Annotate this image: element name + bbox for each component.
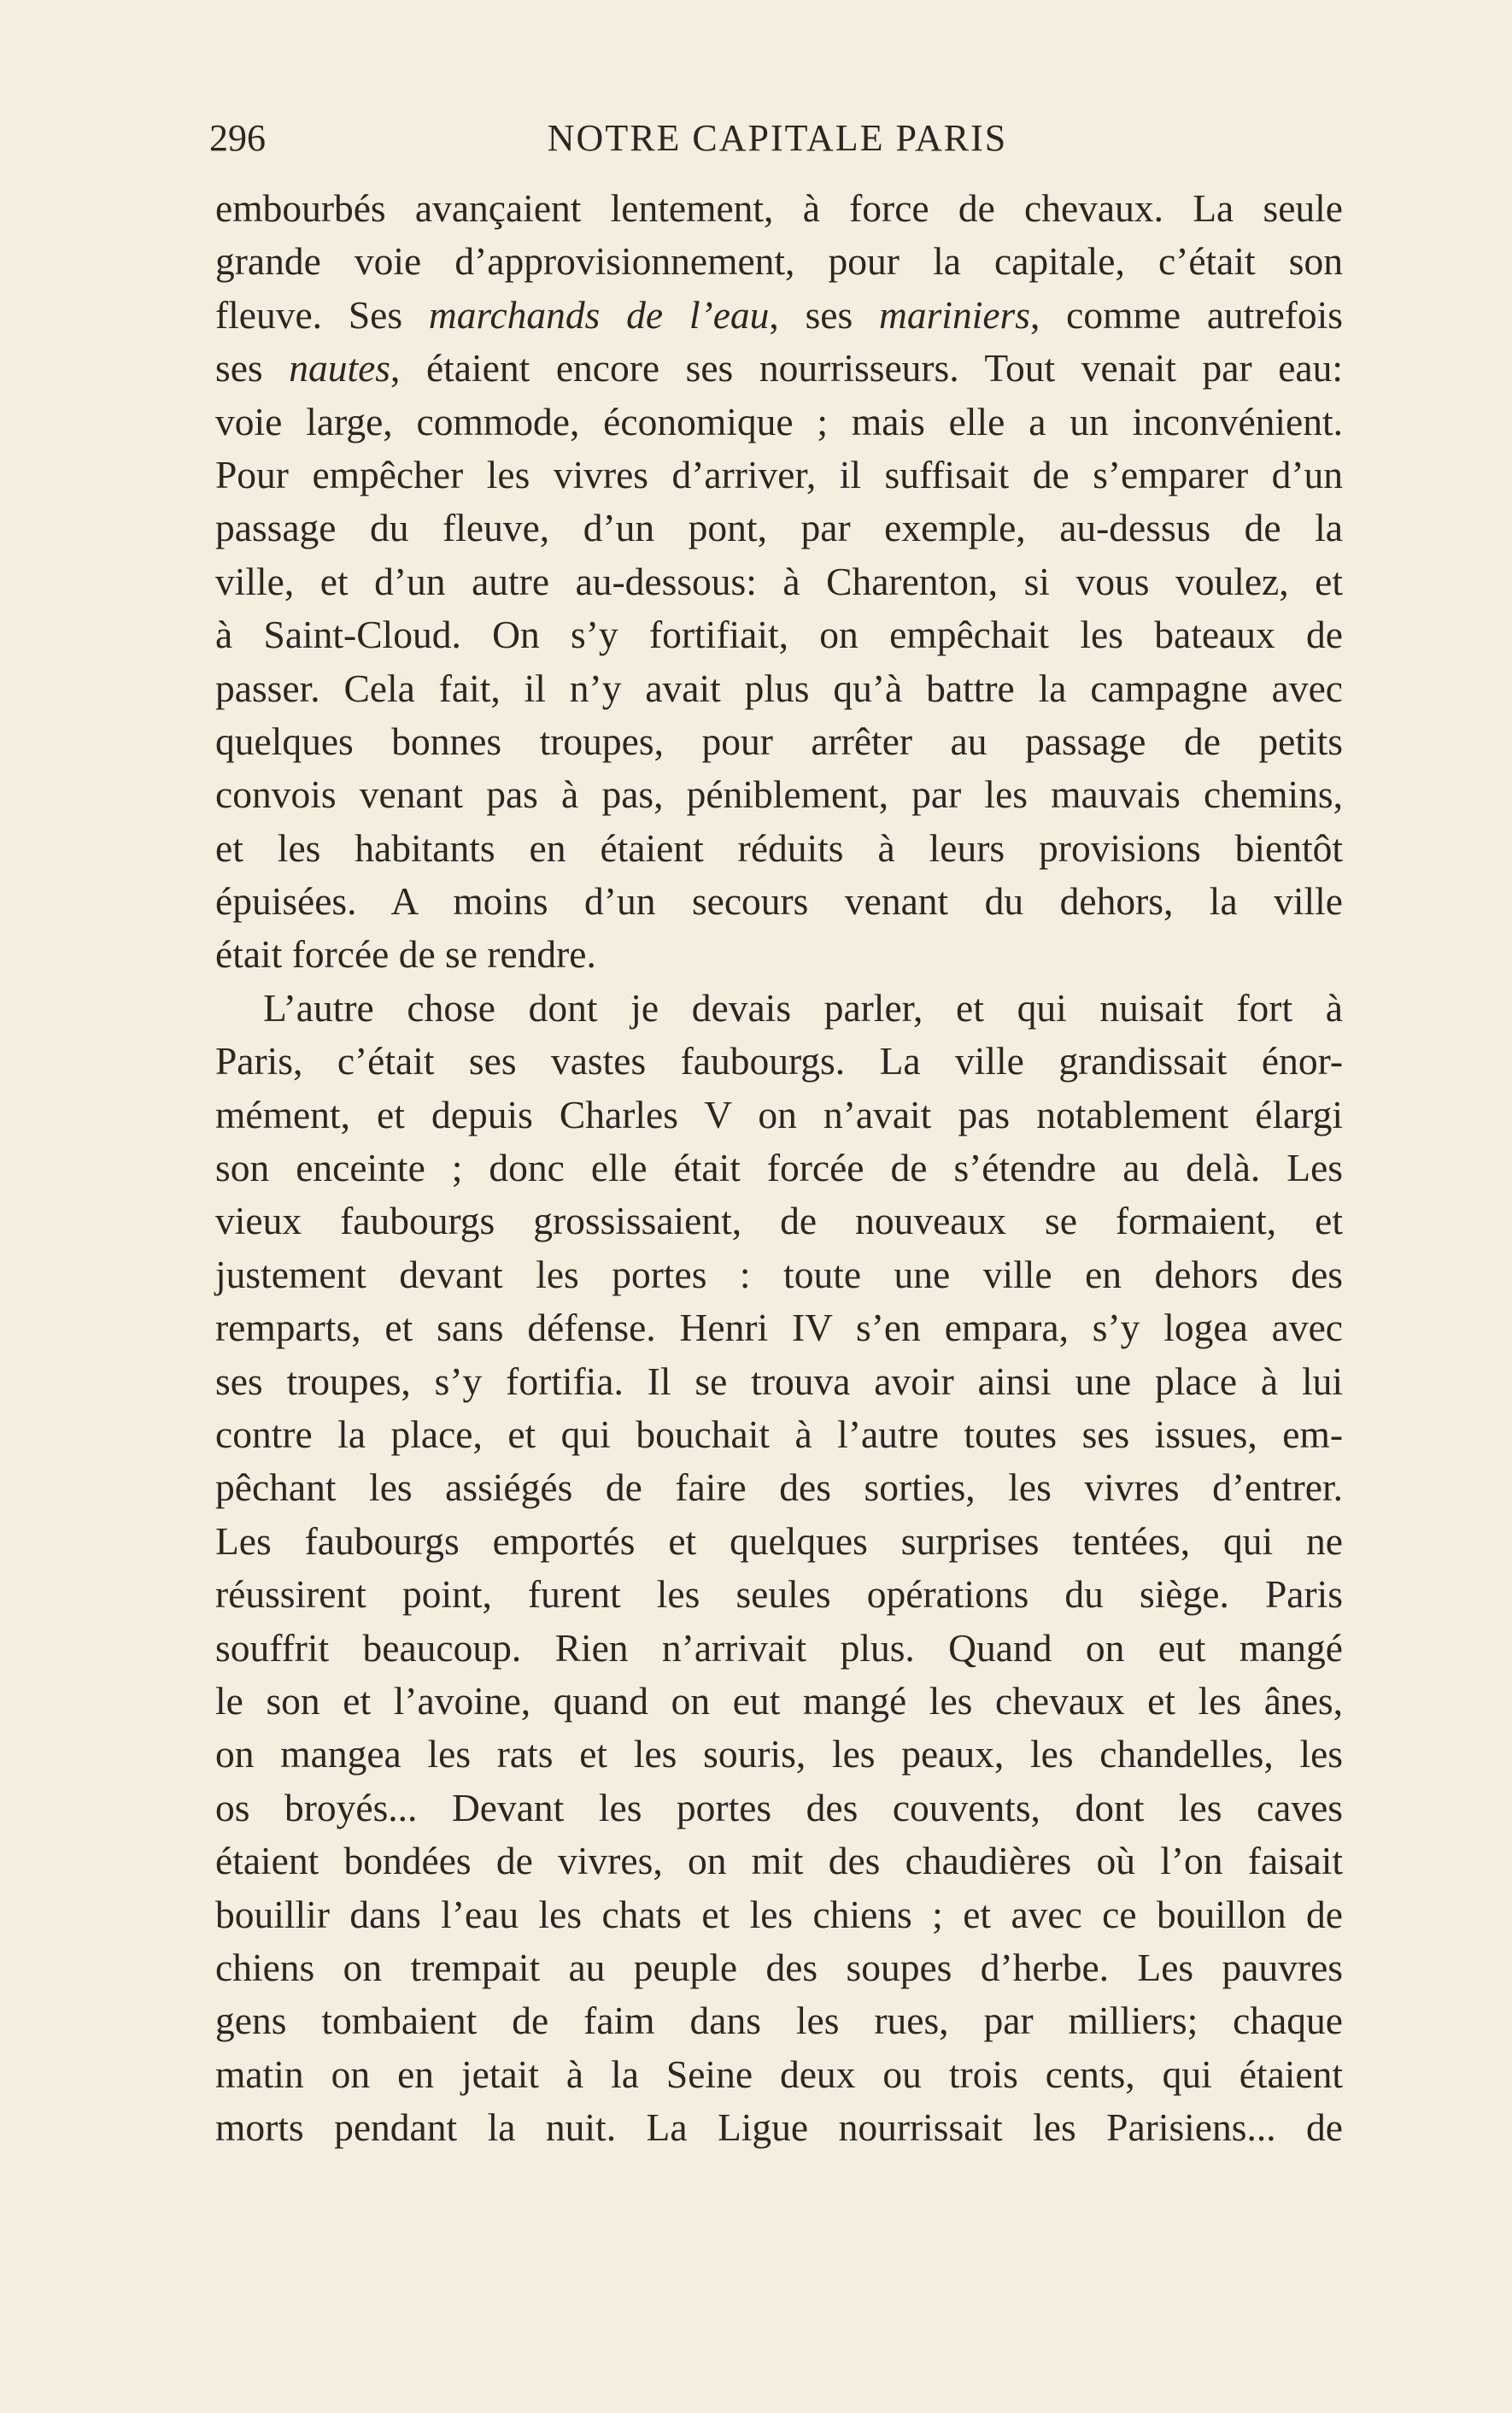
text-line: réussirent point, furent les seules opérations du siège. Paris [215,1572,1343,1617]
text-line: mément, et depuis Charles V on n’avait pas notablement élargi [215,1092,1343,1136]
text-line: Paris, c’était ses vastes faubourgs. La ville grandissait énor- [215,1039,1343,1083]
italic-phrase: nautes [289,346,390,390]
text-line: ses troupes, s’y fortifia. Il se trouva avoir ainsi une place à lui [215,1359,1343,1403]
running-title: NOTRE CAPITALE PARIS [547,117,1008,159]
text-line: morts pendant la nuit. La Ligue nourrissait les Parisiens... de [215,2105,1343,2150]
text-line: épuisées. A moins d’un secours venant du dehors, la ville [215,879,1343,924]
text-line: étaient bondées de vivres, on mit des chaudières où l’on faisait [215,1839,1343,1883]
italic-phrase: mariniers [878,292,1030,337]
text-line: passer. Cela fait, il n’y avait plus qu’à battre la campagne avec [215,666,1343,710]
text-line: fleuve. Ses marchands de l’eau, ses mariniers, comme autrefois [215,292,1344,337]
text-line: Pour empêcher les vivres d’arriver, il suffisait de s’emparer d’un [215,452,1343,496]
body-text [215,182,1343,2154]
page-number: 296 [209,117,266,159]
text-line: on mangea les rats et les souris, les peaux, les chandelles, les [215,1732,1343,1776]
italic-phrase: marchands de l’eau [428,292,770,337]
text-line: et les habitants en étaient réduits à leurs provisions bientôt [215,825,1343,870]
text-line: voie large, commode, économique ; mais elle a un inconvénient. [215,399,1343,443]
text-line: justement devant les portes : toute une ville en dehors des [215,1252,1343,1296]
text-line: bouillir dans l’eau les chats et les chiens ; et avec ce bouillon de [215,1892,1343,1936]
text-line: chiens on trempait au peuple des soupes d’herbe. Les pauvres [215,1945,1343,1989]
text-line: ville, et d’un autre au-dessous: à Charenton, si vous voulez, et [215,559,1343,603]
text-line: ses nautes, étaient encore ses nourrisseurs. Tout venait par eau: [215,346,1343,390]
text-line: os broyés... Devant les portes des couvents, dont les caves [215,1785,1343,1829]
text-line: le son et l’avoine, quand on eut mangé les chevaux et les ânes, [215,1678,1343,1723]
text-line: son enceinte ; donc elle était forcée de s’étendre au delà. Les [215,1146,1343,1190]
text-line: Les faubourgs emportés et quelques surprises tentées, qui ne [215,1518,1343,1563]
paragraph-start-line: L’autre chose dont je devais parler, et qui nuisait fort à [263,985,1343,1030]
text-line: quelques bonnes troupes, pour arrêter au passage de petits [215,719,1343,763]
text-line: gens tombaient de faim dans les rues, par milliers; chaque [215,1999,1343,2043]
text-line: remparts, et sans défense. Henri IV s’en empara, s’y logea avec [215,1306,1343,1350]
text-line: contre la place, et qui bouchait à l’autre toutes ses issues, em- [215,1412,1343,1456]
text-line: passage du fleuve, d’un pont, par exemple, au-dessus de la [215,506,1343,550]
text-line: convois venant pas à pas, péniblement, par les mauvais chemins, [215,772,1343,817]
text-line: pêchant les assiégés de faire des sorties, les vivres d’entrer. [215,1465,1343,1510]
text-line: matin on en jetait à la Seine deux ou trois cents, qui étaient [215,2052,1343,2096]
text-line: souffrit beaucoup. Rien n’arrivait plus. Quand on eut mangé [215,1625,1343,1670]
paragraph-end-line: était forcée de se rendre. [215,932,596,977]
text-line: vieux faubourgs grossissaient, de nouveaux se formaient, et [215,1199,1343,1243]
text-line: embourbés avançaient lentement, à force de chevaux. La seule [215,186,1343,230]
running-head [209,116,1345,167]
text-line: grande voie d’approvisionnement, pour la capitale, c’était son [215,239,1343,284]
text-line: à Saint-Cloud. On s’y fortifiait, on empêchait les bateaux de [215,613,1343,657]
